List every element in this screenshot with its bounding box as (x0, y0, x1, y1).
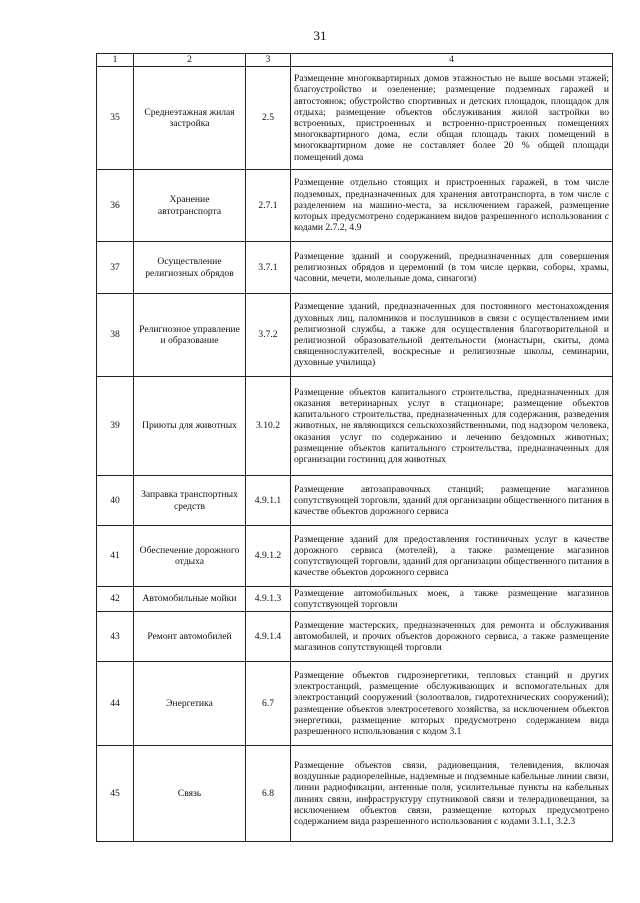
table-row (97, 294, 613, 377)
row-number: 43 (97, 612, 134, 662)
row-number: 41 (97, 526, 134, 587)
use-type-name: Среднеэтажная жилая застройка (134, 67, 246, 170)
use-type-name: Ремонт автомобилей (134, 612, 246, 662)
use-type-description: Размещение многоквартирных домов этажностью не выше восьми этажей; благоустройство и озеленение; размещение подземных гаражей и автостоянок; обустройство спортивных и детских площадок, площадок для отдыха; размещение объектов обслуживания жилой застройки во встроенных, пристроенных и встроенно-пристроенных помещениях многоквартирного дома, если общая площадь таких помещений в многоквартирном доме не составляет более 20 % общей площади помещений дома (291, 67, 613, 170)
table-row (97, 526, 613, 587)
use-type-description: Размещение объектов капитального строительства, предназначенных для оказания ветеринарных услуг в стационаре; размещение объектов капитального строительства, предназначенных для содержания, разведения животных, не являющихся сельскохозяйственными, под надзором человека, оказания услуг по содержанию и лечению бездомных животных; размещение объектов капитального строительства, предназначенных для организации гостиниц для животных (291, 377, 613, 476)
row-number: 45 (97, 746, 134, 842)
table-row (97, 662, 613, 746)
use-type-code: 3.7.1 (246, 242, 291, 294)
use-type-code: 2.7.1 (246, 170, 291, 242)
row-number: 35 (97, 67, 134, 170)
use-type-code: 4.9.1.3 (246, 587, 291, 612)
row-number: 42 (97, 587, 134, 612)
use-type-code: 2.5 (246, 67, 291, 170)
use-type-name: Религиозное управление и образование (134, 294, 246, 377)
use-type-description: Размещение объектов гидроэнергетики, тепловых станций и других электростанций, размещение обслуживающих и вспомогательных для электростанций сооружений (золоотвалов, гидротехнических сооружений); размещение объектов электросетевого хозяйства, за исключением объектов энергетики, размещение которых предусмотрено содержанием вида разрешенного использования с кодом 3.1 (291, 662, 613, 746)
use-type-name: Приюты для животных (134, 377, 246, 476)
use-type-name: Обеспечение дорожного отдыха (134, 526, 246, 587)
row-number: 44 (97, 662, 134, 746)
use-type-name: Энергетика (134, 662, 246, 746)
use-type-code: 4.9.1.2 (246, 526, 291, 587)
page-number: 31 (313, 28, 327, 43)
use-type-description: Размещение автомобильных моек, а также размещение магазинов сопутствующей торговли (291, 587, 613, 612)
use-type-name: Связь (134, 746, 246, 842)
table-header-row (97, 54, 613, 67)
column-number-3: 3 (246, 54, 291, 67)
table-row (97, 377, 613, 476)
land-use-table (96, 53, 613, 842)
row-number: 38 (97, 294, 134, 377)
use-type-code: 6.7 (246, 662, 291, 746)
table-row (97, 67, 613, 170)
use-type-description: Размещение автозаправочных станций; размещение магазинов сопутствующей торговли, зданий для организации общественного питания в качестве объектов дорожного сервиса (291, 476, 613, 526)
use-type-description: Размещение объектов связи, радиовещания, телевидения, включая воздушные радиорелейные, надземные и подземные кабельные линии связи, линии радиофикации, антенные поля, усилительные пункты на кабельных линиях связи, инфраструктуру спутниковой связи и телерадиовещания, за исключением объектов связи, размещение которых предусмотрено содержанием вида разрешенного использования с кодами 3.1.1, 3.2.3 (291, 746, 613, 842)
use-type-code: 4.9.1.1 (246, 476, 291, 526)
use-type-name: Хранение автотранспорта (134, 170, 246, 242)
column-number-1: 1 (97, 54, 134, 67)
column-number-4: 4 (291, 54, 613, 67)
use-type-code: 3.7.2 (246, 294, 291, 377)
table-row (97, 476, 613, 526)
use-type-code: 4.9.1.4 (246, 612, 291, 662)
column-number-2: 2 (134, 54, 246, 67)
use-type-description: Размещение отдельно стоящих и пристроенных гаражей, в том числе подземных, предназначенных для хранения автотранспорта, в том числе с разделением на машино-места, за исключением гаражей, размещение которых предусмотрено содержанием видов разрешенного использования с кодами 2.7.2, 4.9 (291, 170, 613, 242)
use-type-description: Размещение мастерских, предназначенных для ремонта и обслуживания автомобилей, и прочих объектов дорожного сервиса, а также размещение магазинов сопутствующей торговли (291, 612, 613, 662)
row-number: 37 (97, 242, 134, 294)
use-type-code: 3.10.2 (246, 377, 291, 476)
use-type-description: Размещение зданий для предоставления гостиничных услуг в качестве дорожного сервиса (мотелей), а также размещение магазинов сопутствующей торговли, зданий для организации общественного питания в качестве объектов дорожного сервиса (291, 526, 613, 587)
use-type-code: 6.8 (246, 746, 291, 842)
use-type-description: Размещение зданий и сооружений, предназначенных для совершения религиозных обрядов и церемоний (в том числе церкви, соборы, храмы, часовни, мечети, молельные дома, синагоги) (291, 242, 613, 294)
table-row (97, 746, 613, 842)
row-number: 39 (97, 377, 134, 476)
table-row (97, 242, 613, 294)
row-number: 40 (97, 476, 134, 526)
use-type-description: Размещение зданий, предназначенных для постоянного местонахождения духовных лиц, паломников и послушников в связи с осуществлением ими религиозной службы, а также для осуществления благотворительной и религиозной образовательной деятельности (монастыри, скиты, дома священнослужителей, воскресные и религиозные школы, семинарии, духовные училища) (291, 294, 613, 377)
use-type-name: Автомобильные мойки (134, 587, 246, 612)
row-number: 36 (97, 170, 134, 242)
table-row (97, 587, 613, 612)
use-type-name: Осуществление религиозных обрядов (134, 242, 246, 294)
table-row (97, 612, 613, 662)
table-row (97, 170, 613, 242)
use-type-name: Заправка транспортных средств (134, 476, 246, 526)
